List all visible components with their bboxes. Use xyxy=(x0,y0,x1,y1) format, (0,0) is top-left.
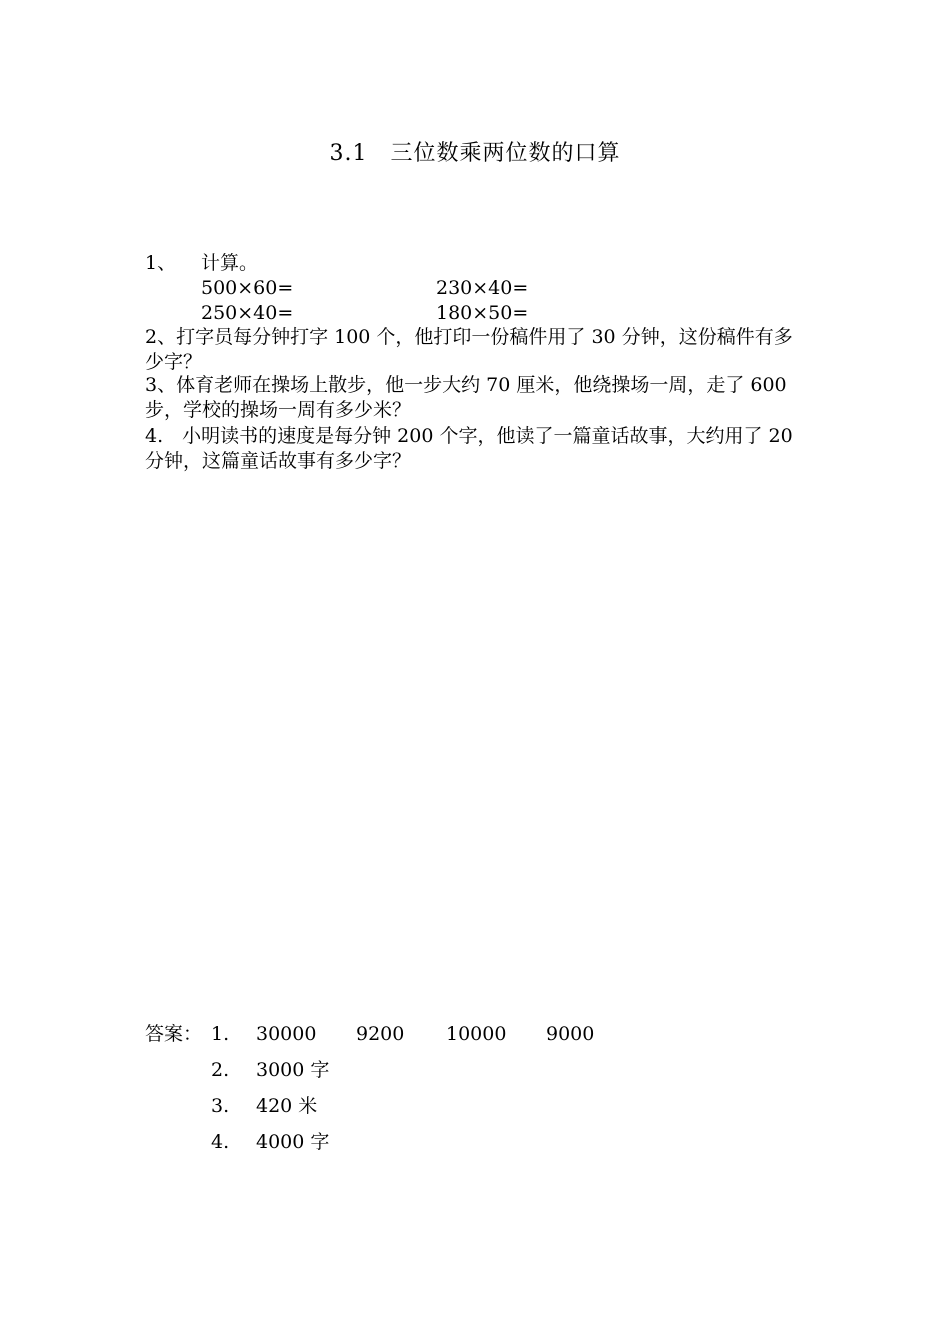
answer-1-value: 10000 xyxy=(446,1023,507,1045)
answers-label: 答案： xyxy=(145,1023,203,1045)
question-3: 3、体育老师在操场上散步，他一步大约 70 厘米，他绕操场一周，走了 600 步，学校的操场一周有多少米？ xyxy=(145,374,787,421)
calc-item-1: 500×60= xyxy=(201,277,294,299)
question-1-text: 计算。 xyxy=(201,252,259,274)
answer-4-number: 4. xyxy=(211,1131,230,1153)
calc-item-4: 180×50= xyxy=(436,302,529,324)
answer-4-value: 4000 字 xyxy=(256,1131,330,1153)
answer-2-number: 2. xyxy=(211,1059,230,1081)
question-2: 2、打字员每分钟打字 100 个，他打印一份稿件用了 30 分钟，这份稿件有多少字？ xyxy=(145,326,793,373)
answer-1-value: 9200 xyxy=(356,1023,405,1045)
answer-1-value: 9000 xyxy=(546,1023,595,1045)
answer-2-value: 3000 字 xyxy=(256,1059,330,1081)
calc-item-2: 230×40= xyxy=(436,277,529,299)
answer-3-number: 3. xyxy=(211,1095,230,1117)
question-1-number: 1、 xyxy=(145,252,177,274)
question-4: 4. 小明读书的速度是每分钟 200 个字，他读了一篇童话故事，大约用了 20 分钟，这篇童话故事有多少字？ xyxy=(145,425,793,472)
answer-1-number: 1. xyxy=(211,1023,230,1045)
answer-1-value: 30000 xyxy=(256,1023,317,1045)
calc-item-3: 250×40= xyxy=(201,302,294,324)
page-title: 3.1 三位数乘两位数的口算 xyxy=(329,141,621,166)
answer-3-value: 420 米 xyxy=(256,1095,318,1117)
